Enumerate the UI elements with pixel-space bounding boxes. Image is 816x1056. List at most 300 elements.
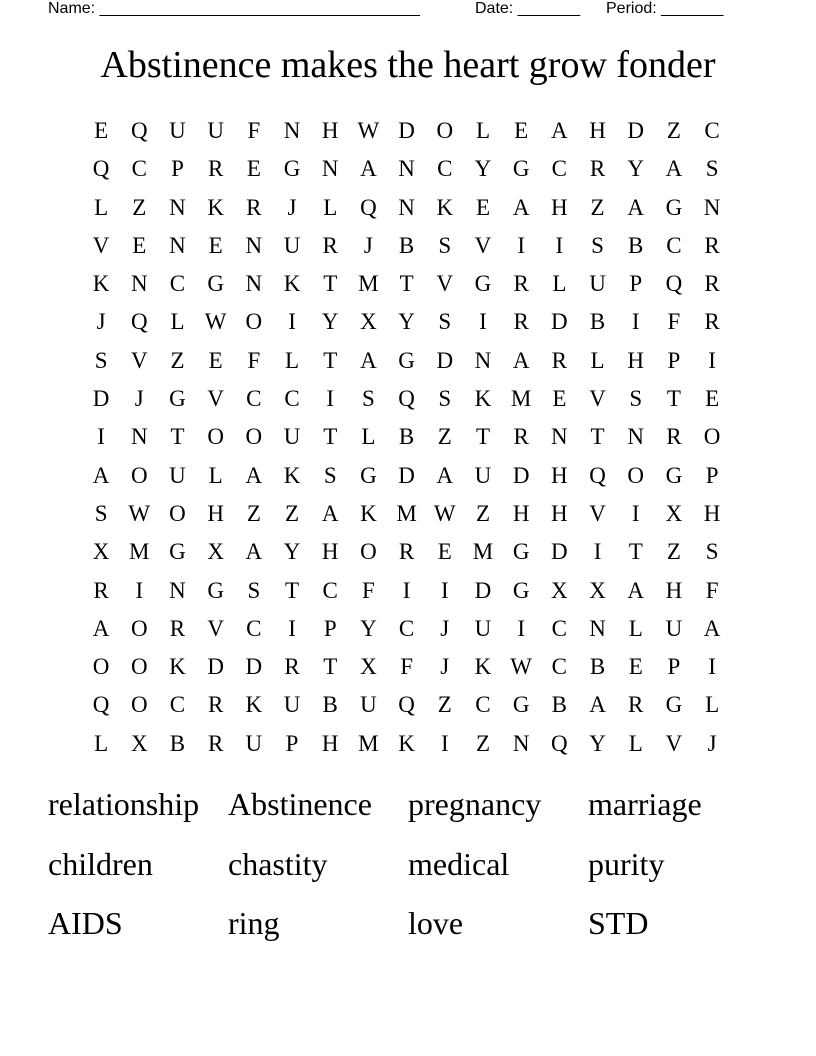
grid-letter: I: [326, 386, 335, 412]
grid-letter: J: [440, 654, 450, 680]
grid-letter: C: [475, 692, 491, 718]
grid-letter: O: [130, 692, 148, 718]
grid-letter: H: [703, 500, 721, 526]
grid-letter: F: [400, 654, 413, 680]
grid-letter: G: [665, 194, 683, 220]
grid-letter: K: [398, 730, 415, 756]
grid-letter: G: [512, 156, 530, 182]
grid-letter: P: [705, 462, 719, 488]
grid-letter: B: [589, 309, 606, 335]
grid-letter: Y: [283, 539, 301, 565]
grid-letter: H: [207, 500, 224, 526]
grid-letter: X: [360, 309, 377, 335]
grid-letter: P: [171, 156, 184, 182]
grid-letter: M: [396, 500, 417, 526]
grid-row: [82, 265, 734, 303]
grid-letter: F: [362, 577, 375, 603]
grid-letter: U: [474, 615, 492, 641]
grid-letter: O: [245, 309, 263, 335]
grid-letter: C: [551, 156, 568, 182]
grid-letter: Y: [321, 309, 339, 335]
grid-letter: I: [517, 232, 525, 258]
grid-letter: U: [283, 424, 301, 450]
grid-row: [82, 648, 734, 686]
grid-letter: I: [708, 654, 716, 680]
grid-letter: B: [169, 730, 186, 756]
grid-letter: T: [323, 271, 338, 297]
grid-letter: N: [169, 194, 186, 220]
grid-letter: I: [402, 577, 411, 603]
grid-letter: R: [513, 271, 529, 297]
grid-letter: D: [398, 118, 415, 143]
grid-row: [82, 418, 734, 456]
grid-letter: G: [283, 156, 301, 182]
grid-letter: R: [207, 692, 224, 718]
grid-letter: B: [322, 692, 338, 718]
grid-letter: I: [97, 424, 105, 450]
grid-letter: F: [667, 309, 681, 335]
grid-row: [82, 572, 734, 610]
grid-letter: Q: [92, 692, 110, 718]
grid-letter: X: [130, 730, 148, 756]
grid-letter: I: [135, 577, 144, 603]
grid-letter: H: [512, 500, 530, 526]
grid-letter: R: [589, 156, 606, 182]
grid-letter: L: [361, 424, 376, 450]
grid-letter: Z: [437, 424, 452, 450]
grid-letter: B: [398, 232, 415, 258]
grid-letter: V: [665, 730, 683, 756]
grid-letter: J: [287, 194, 297, 220]
grid-letter: C: [169, 692, 186, 718]
grid-letter: I: [288, 309, 296, 335]
grid-letter: S: [438, 309, 452, 335]
grid-letter: Z: [437, 692, 452, 718]
grid-row: [82, 610, 734, 648]
grid-letter: T: [628, 539, 643, 565]
grid-letter: S: [94, 500, 108, 526]
grid-letter: O: [436, 118, 454, 143]
grid-letter: N: [130, 424, 148, 450]
grid-letter: D: [551, 539, 568, 565]
grid-letter: L: [475, 118, 490, 143]
grid-letter: A: [245, 539, 263, 565]
grid-letter: N: [474, 347, 492, 373]
grid-letter: K: [169, 654, 186, 680]
grid-letter: N: [245, 232, 263, 258]
word-bank-word: love: [408, 905, 464, 941]
grid-letter: F: [705, 577, 719, 603]
grid-letter: Y: [589, 730, 606, 756]
grid-letter: N: [551, 424, 568, 450]
grid-letter: Q: [360, 194, 377, 220]
grid-letter: E: [552, 386, 567, 412]
grid-letter: X: [551, 577, 568, 603]
grid-letter: R: [666, 424, 682, 450]
grid-letter: P: [323, 615, 337, 641]
grid-letter: E: [132, 232, 147, 258]
grid-letter: P: [667, 654, 681, 680]
grid-letter: A: [589, 692, 606, 718]
grid-letter: T: [666, 386, 681, 412]
grid-row: [82, 686, 734, 724]
grid-letter: I: [555, 232, 564, 258]
grid-letter: X: [360, 654, 377, 680]
period-field: Period: _______: [606, 0, 724, 17]
grid-letter: I: [708, 347, 716, 373]
grid-letter: D: [245, 654, 263, 680]
grid-letter: A: [360, 347, 377, 373]
grid-letter: Z: [475, 730, 490, 756]
grid-row: [82, 495, 734, 533]
grid-letter: T: [285, 577, 300, 603]
grid-letter: A: [627, 194, 645, 220]
grid-letter: C: [131, 156, 147, 182]
grid-letter: U: [474, 462, 492, 488]
grid-letter: R: [704, 271, 720, 297]
grid-letter: F: [247, 347, 261, 373]
grid-letter: C: [246, 615, 262, 641]
grid-letter: U: [169, 462, 186, 488]
grid-letter: I: [631, 309, 640, 335]
grid-letter: F: [247, 118, 261, 143]
grid-letter: L: [208, 462, 223, 488]
grid-letter: D: [398, 462, 415, 488]
grid-letter: R: [513, 309, 529, 335]
grid-letter: W: [510, 654, 533, 680]
grid-letter: E: [208, 232, 223, 258]
grid-letter: Z: [666, 118, 681, 143]
grid-letter: E: [628, 654, 643, 680]
grid-letter: A: [627, 577, 645, 603]
grid-letter: O: [245, 424, 263, 450]
grid-letter: X: [207, 539, 224, 565]
grid-letter: I: [593, 539, 602, 565]
grid-letter: A: [245, 462, 263, 488]
grid-letter: Q: [665, 271, 683, 297]
grid-letter: K: [474, 386, 492, 412]
word-bank-word: chastity: [228, 845, 328, 882]
word-bank-word: medical: [408, 845, 510, 882]
grid-letter: S: [591, 232, 604, 258]
grid-row: [82, 303, 734, 341]
grid-letter: M: [510, 386, 532, 412]
grid-letter: Z: [132, 194, 147, 220]
grid-letter: Y: [627, 156, 645, 182]
grid-letter: T: [399, 271, 414, 297]
grid-letter: O: [627, 462, 645, 488]
grid-row: [82, 150, 734, 188]
grid-letter: L: [628, 730, 643, 756]
grid-letter: I: [631, 500, 640, 526]
grid-letter: G: [169, 386, 186, 412]
grid-letter: I: [479, 309, 487, 335]
grid-letter: G: [474, 271, 492, 297]
word-bank-word: Abstinence: [228, 786, 372, 822]
grid-row: [82, 725, 734, 763]
grid-letter: Q: [589, 462, 606, 488]
grid-letter: I: [288, 615, 296, 641]
grid-letter: Q: [130, 309, 148, 335]
grid-row: [82, 189, 734, 227]
grid-letter: L: [285, 347, 300, 373]
grid-letter: A: [321, 500, 339, 526]
grid-letter: Y: [360, 615, 377, 641]
grid-letter: E: [94, 118, 109, 143]
grid-letter: T: [323, 424, 338, 450]
grid-letter: G: [512, 692, 530, 718]
header-fields: [48, 0, 748, 18]
word-bank-word: purity: [588, 845, 665, 882]
grid-letter: C: [666, 232, 682, 258]
grid-letter: N: [245, 271, 263, 297]
grid-letter: K: [436, 194, 454, 220]
grid-letter: M: [129, 539, 150, 565]
grid-letter: R: [169, 615, 186, 641]
grid-letter: U: [169, 118, 186, 143]
grid-letter: C: [322, 577, 338, 603]
grid-letter: I: [440, 730, 449, 756]
grid-letter: A: [436, 462, 454, 488]
grid-letter: B: [551, 692, 568, 718]
grid-letter: Q: [551, 730, 568, 756]
grid-letter: L: [94, 194, 109, 220]
grid-letter: H: [321, 730, 339, 756]
grid-letter: J: [440, 615, 450, 641]
grid-letter: K: [92, 271, 110, 297]
grid-letter: H: [665, 577, 683, 603]
word-bank-word: pregnancy: [408, 786, 542, 822]
grid-letter: I: [517, 615, 525, 641]
grid-letter: T: [475, 424, 490, 450]
grid-letter: R: [551, 347, 568, 373]
grid-letter: E: [705, 386, 720, 412]
grid-letter: Q: [398, 692, 415, 718]
grid-letter: H: [321, 118, 339, 143]
grid-letter: A: [551, 118, 568, 143]
grid-letter: A: [360, 156, 377, 182]
grid-letter: H: [551, 194, 568, 220]
grid-letter: D: [512, 462, 530, 488]
grid-letter: M: [472, 539, 494, 565]
grid-row: [82, 342, 734, 380]
grid-letter: V: [207, 386, 224, 412]
grid-letter: L: [170, 309, 185, 335]
grid-letter: B: [628, 232, 644, 258]
grid-letter: G: [169, 539, 186, 565]
grid-letter: K: [474, 654, 492, 680]
grid-letter: N: [398, 194, 415, 220]
grid-letter: N: [169, 232, 186, 258]
grid-letter: U: [665, 615, 683, 641]
grid-letter: I: [440, 577, 449, 603]
grid-letter: T: [170, 424, 185, 450]
grid-letter: T: [323, 654, 338, 680]
grid-letter: C: [437, 156, 453, 182]
grid-letter: J: [134, 386, 144, 412]
grid-letter: E: [437, 539, 452, 565]
grid-letter: E: [246, 156, 261, 182]
grid-letter: D: [436, 347, 454, 373]
grid-letter: Q: [92, 156, 110, 182]
grid-letter: B: [398, 424, 415, 450]
grid-letter: Z: [246, 500, 261, 526]
grid-letter: S: [94, 347, 108, 373]
grid-letter: N: [589, 615, 606, 641]
grid-letter: N: [703, 194, 721, 220]
grid-letter: Q: [398, 386, 415, 412]
grid-letter: V: [207, 615, 224, 641]
grid-letter: H: [551, 500, 568, 526]
grid-letter: C: [551, 654, 568, 680]
grid-letter: E: [208, 347, 223, 373]
word-bank: [48, 780, 768, 959]
grid-letter: S: [705, 539, 719, 565]
grid-letter: Q: [130, 118, 148, 143]
grid-letter: W: [357, 118, 380, 143]
grid-letter: R: [628, 692, 644, 718]
grid-letter: A: [512, 194, 530, 220]
grid-letter: P: [667, 347, 681, 373]
grid-letter: J: [707, 730, 717, 756]
grid-letter: D: [551, 309, 568, 335]
date-field: Date: _______: [475, 0, 580, 17]
grid-letter: L: [628, 615, 643, 641]
grid-letter: Z: [170, 347, 185, 373]
grid-row: [82, 112, 734, 150]
grid-letter: D: [627, 118, 645, 143]
letter-grid: [82, 112, 734, 763]
grid-letter: R: [704, 232, 720, 258]
grid-letter: Z: [666, 539, 681, 565]
grid-letter: N: [283, 118, 301, 143]
grid-letter: X: [665, 500, 683, 526]
grid-letter: C: [551, 615, 568, 641]
grid-letter: D: [92, 386, 110, 412]
grid-letter: G: [512, 539, 530, 565]
grid-letter: M: [358, 271, 379, 297]
grid-letter: E: [514, 118, 529, 143]
grid-letter: P: [285, 730, 299, 756]
grid-letter: M: [358, 730, 379, 756]
grid-letter: U: [589, 271, 606, 297]
grid-letter: Z: [285, 500, 300, 526]
grid-letter: D: [474, 577, 492, 603]
grid-letter: G: [360, 462, 377, 488]
grid-letter: E: [475, 194, 490, 220]
grid-letter: H: [589, 118, 606, 143]
grid-letter: N: [398, 156, 415, 182]
grid-letter: Z: [475, 500, 490, 526]
grid-letter: A: [703, 615, 721, 641]
word-bank-word: relationship: [48, 786, 200, 822]
grid-letter: A: [512, 347, 530, 373]
grid-letter: K: [245, 692, 263, 718]
grid-letter: L: [552, 271, 567, 297]
grid-letter: G: [512, 577, 530, 603]
grid-letter: U: [207, 118, 224, 143]
grid-letter: R: [246, 194, 262, 220]
grid-letter: W: [433, 500, 456, 526]
grid-letter: A: [92, 615, 110, 641]
grid-letter: R: [704, 309, 720, 335]
grid-row: [82, 380, 734, 418]
grid-letter: V: [436, 271, 454, 297]
grid-row: [82, 533, 734, 571]
grid-letter: O: [169, 500, 186, 526]
grid-row: [82, 457, 734, 495]
grid-letter: K: [360, 500, 377, 526]
grid-letter: N: [512, 730, 530, 756]
grid-row: [82, 227, 734, 265]
grid-letter: W: [204, 309, 227, 335]
grid-letter: K: [207, 194, 224, 220]
grid-letter: A: [92, 462, 110, 488]
grid-letter: O: [207, 424, 224, 450]
grid-letter: H: [627, 347, 645, 373]
grid-letter: R: [398, 539, 415, 565]
grid-letter: N: [627, 424, 645, 450]
grid-letter: C: [284, 386, 300, 412]
grid-letter: V: [130, 347, 148, 373]
grid-letter: S: [247, 577, 261, 603]
grid-letter: O: [130, 654, 148, 680]
grid-letter: K: [283, 462, 301, 488]
grid-letter: Z: [590, 194, 605, 220]
grid-letter: A: [665, 156, 683, 182]
grid-letter: V: [474, 232, 492, 258]
grid-letter: P: [629, 271, 643, 297]
grid-letter: G: [665, 692, 683, 718]
grid-letter: O: [130, 462, 148, 488]
grid-letter: G: [665, 462, 683, 488]
grid-letter: C: [704, 118, 720, 143]
word-bank-row: [48, 780, 768, 840]
grid-letter: G: [207, 271, 224, 297]
grid-letter: U: [245, 730, 263, 756]
word-bank-word: marriage: [588, 786, 702, 822]
grid-letter: V: [92, 232, 110, 258]
grid-letter: S: [705, 156, 719, 182]
grid-letter: L: [94, 730, 109, 756]
grid-letter: C: [169, 271, 186, 297]
grid-letter: S: [438, 386, 452, 412]
grid-letter: N: [130, 271, 148, 297]
grid-letter: L: [590, 347, 605, 373]
grid-letter: N: [169, 577, 186, 603]
grid-letter: V: [589, 500, 606, 526]
grid-letter: L: [705, 692, 720, 718]
grid-letter: U: [360, 692, 377, 718]
grid-letter: J: [96, 309, 106, 335]
grid-letter: T: [590, 424, 605, 450]
grid-letter: U: [283, 232, 301, 258]
grid-letter: W: [128, 500, 151, 526]
grid-letter: T: [323, 347, 338, 373]
grid-letter: G: [398, 347, 415, 373]
grid-letter: R: [322, 232, 338, 258]
word-bank-word: children: [48, 845, 153, 882]
grid-letter: R: [207, 730, 224, 756]
grid-letter: O: [360, 539, 377, 565]
grid-letter: R: [207, 156, 224, 182]
grid-letter: R: [284, 654, 300, 680]
word-bank-word: STD: [588, 905, 649, 941]
grid-letter: O: [703, 424, 721, 450]
grid-letter: C: [246, 386, 262, 412]
grid-letter: J: [363, 232, 373, 258]
grid-letter: H: [321, 539, 339, 565]
